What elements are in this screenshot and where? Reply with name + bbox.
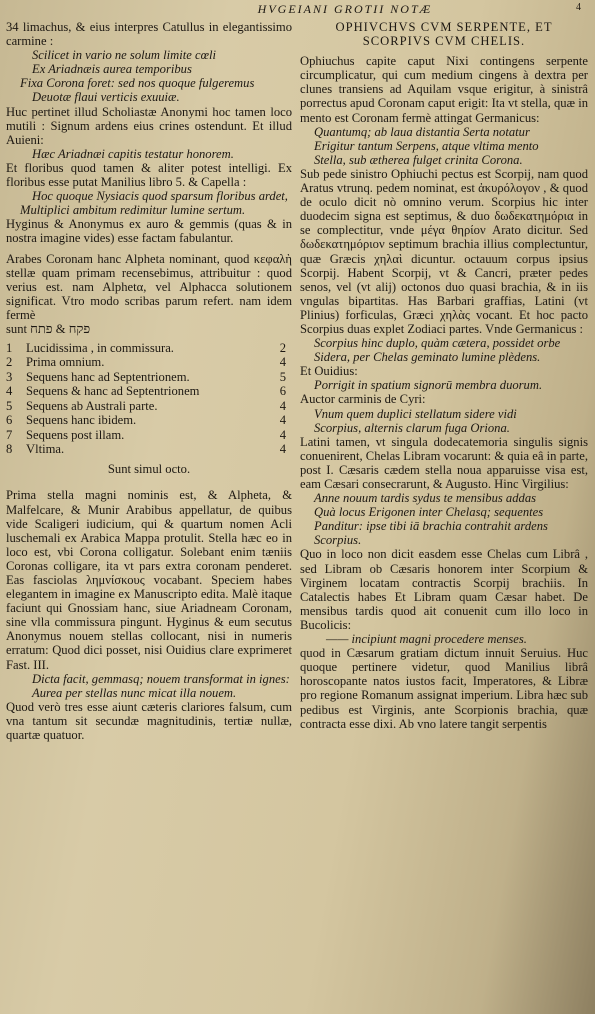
page-number: 34 bbox=[6, 20, 19, 34]
left-column bbox=[6, 20, 292, 1010]
star-number: 1 bbox=[6, 341, 13, 356]
star-row bbox=[6, 370, 292, 384]
star-row bbox=[6, 399, 292, 413]
star-row bbox=[6, 384, 292, 398]
right-paragraph: Sub pede sinistro Ophiuchi pectus est Scorpij, nam quod Aratus vtrunq. pedem nominat, est ἀκυρόλογον , & quod de oculo dicit nò omnino verum. Scorpius hic inter duodecim signa est septimus, & duo δωδεκατημόρια in se complectitur, vnde μέγα θηρίον Arato dicitur. Sed δωδεκατημόριον septimum brachia illius complectuntur, quæ Græcis χηλαὶ dicuntur. octauum corpus ipsius Scorpij. Habent Scorpij, vt & Cancri, præter pedes senos, vel (vt alij) octonos duo quasi brachia, & in iis vngulas bipartitas. Has Barbari graffias, Latini (vt Plinius) forficulas, Græci χηλὰς vocant. Et hoc pacto Scorpius duas explet Zodiaci partes. Vnde Germanicus : bbox=[300, 166, 588, 336]
star-magnitude: 4 bbox=[279, 413, 286, 428]
left-paragraph: Hyginus & Anonymus ex auro & gemmis (quas & in nostra imagine vides) esse factam fabulantur. bbox=[6, 217, 292, 246]
star-total: Sunt simul octo. bbox=[107, 462, 191, 477]
star-table bbox=[6, 341, 292, 456]
star-magnitude: 4 bbox=[279, 427, 286, 442]
verse-line: Hæc Ariadnæi capitis testatur honorem. bbox=[32, 146, 234, 161]
star-description: Prima omnium. bbox=[26, 355, 105, 370]
verse-line: Porrigit in spatium signorū membra duorum. bbox=[314, 378, 543, 393]
verse-line: Multiplici ambitum redimitur lumine sertum. bbox=[20, 203, 246, 218]
verse-line: Vnum quem duplici stellatum sidere vidi bbox=[314, 406, 517, 421]
star-number: 7 bbox=[6, 427, 13, 442]
star-magnitude: 5 bbox=[279, 369, 286, 384]
verse-line: Scorpius. bbox=[314, 533, 362, 548]
star-row bbox=[6, 355, 292, 369]
star-row bbox=[6, 341, 292, 355]
verse-line: Quantumq; ab laua distantia Serta notatur bbox=[314, 124, 530, 139]
star-number: 2 bbox=[6, 355, 13, 370]
verse-line: Deuotæ flaui verticis exuuiæ. bbox=[32, 90, 180, 105]
right-paragraph: Quo in loco non dicit easdem esse Chelas cum Librâ , sed Libram ob Cæsaris honorem inter Scorpium & Virginem locatam contractis Scorpij brachiis. In Catalectis habes Et Libram quam Cæsar habet. De mensibus tardis quod ait conuenit cum illo loco in Bucolicis: bbox=[300, 547, 588, 632]
star-number: 8 bbox=[6, 441, 13, 456]
right-paragraph: Latini tamen, vt singula dodecatemoria singulis signis conuenirent, Chelas Libram vocarunt: & quia eâ in parte, post I. Cæsaris cædem stella noua apparuisse visa est, eam Cæsari consecrarunt, & Augusto. Hinc Virgilius: bbox=[300, 434, 588, 491]
star-description: Sequens hanc ibidem. bbox=[26, 413, 137, 428]
star-description: Sequens & hanc ad Septentrionem bbox=[26, 384, 200, 399]
right-paragraph: quod in Cæsarum gratiam dictum innuit Seruius. Huc quoque pertinere videtur, quod Manilius librâ horoscopante natos iustos facit, Imperatores, & Libræ pro regione Romanum assignat imperium. Libra hæc sub pedibus est Virginis, ante Scorpionis brachia, quæ contracta esse dixi. Ab vno latere tangit serpentis bbox=[300, 646, 588, 731]
verse-line: Anne nouum tardis sydus te mensibus addas bbox=[314, 491, 537, 506]
right-column bbox=[300, 20, 588, 1010]
right-paragraph: Ophiuchus capite caput Nixi contingens serpente circumplicatur, qui cum medium cingens à dextra per clunes transiens ad Aquilam vsque erigitur, à sinistrâ porrectus apud Coronam caput erigit: Ita vt stella, quæ in mento est Coronam fermè attingat Germanicus: bbox=[300, 54, 588, 125]
hebrew-line: sunt פקח & פתח bbox=[6, 321, 91, 337]
verse-line: Fixa Corona foret: sed nos quoque fulgeremus bbox=[20, 76, 255, 91]
verse-line: Scilicet in vario ne solum limite cœli bbox=[32, 48, 216, 63]
verse-line: —— incipiunt magni procedere menses. bbox=[326, 632, 527, 647]
star-magnitude: 2 bbox=[279, 341, 286, 356]
star-description: Lucidissima , in commissura. bbox=[26, 341, 174, 356]
star-description: Vltima. bbox=[26, 441, 65, 456]
star-row bbox=[6, 442, 292, 456]
corner-mark: 4 bbox=[576, 2, 581, 13]
right-paragraph: Auctor carminis de Cyri: bbox=[300, 392, 426, 407]
star-number: 4 bbox=[6, 384, 13, 399]
verse-line: Hoc quoque Nysiacis quod sparsum floribus ardet, bbox=[32, 189, 288, 204]
verse-line: Ex Ariadnæis aurea temporibus bbox=[32, 62, 192, 77]
left-paragraph: Prima stella magni nominis est, & Alpheta, & Malfelcare, & Munir Arabibus appellatur, de quibus vide Scaligeri iudicium, qui & quartum nomen Acli luschemali ex Arabica Mappa protulit. Stella hæc eo in loco est, vbi Corona colligatur. Solebant enim tæniis Coronas colligare, ita vt pars extra coronam penderet. Eas fasciolas λημνίσκους vocabant. Speciem habes elegantem in imagine ex Manuscripto edita. Malè itaque faciunt qui Gnossiam hanc, siue Ariadneam Coronam, sine vlla commissura pingunt. Hyginus & eum secutus Anonymus nouem stellas collocant, nisi in numeris erratum: Quod dici posset, nisi Ouidius clare exprimeret Fast. III. bbox=[6, 488, 292, 672]
left-paragraph: Arabes Coronam hanc Alpheta nominant, quod κεφαλὴ stellæ quam primam recensebimus, attribuitur : quod verius est. nam Alphetα, vel Alphacca solutionem significat. Vtro modo scribas parum refert. nam idem fermè bbox=[6, 251, 292, 322]
verse-line: Dicta facit, gemmasq; nouem transformat in ignes: bbox=[32, 671, 290, 686]
star-number: 6 bbox=[6, 413, 13, 428]
star-row bbox=[6, 413, 292, 427]
star-number: 5 bbox=[6, 398, 13, 413]
left-paragraph: Huc pertinet illud Scholiastæ Anonymi hoc tamen loco mutili : Signum ardens eius crines ostendunt. Et illud Auieni: bbox=[6, 104, 292, 147]
star-description: Sequens post illam. bbox=[26, 427, 125, 442]
right-paragraph: Et Ouidius: bbox=[300, 364, 358, 379]
verse-line: Panditur: ipse tibi iā brachia contrahit ardens bbox=[314, 519, 548, 534]
hebrew-word: פתח bbox=[30, 321, 53, 337]
hebrew-word: פקח bbox=[68, 321, 91, 337]
verse-line: Sidera, per Chelas geminato lumine plèdens. bbox=[314, 350, 541, 365]
star-magnitude: 4 bbox=[279, 441, 286, 456]
star-magnitude: 4 bbox=[279, 398, 286, 413]
left-paragraph: Et floribus quod tamen & aliter potest intelligi. Ex floribus esse putat Manilius libro 5. & Capella : bbox=[6, 160, 292, 190]
star-magnitude: 4 bbox=[279, 355, 286, 370]
left-paragraph: 34 limachus, & eius interpres Catullus in elegantissimo carmine : bbox=[6, 20, 292, 49]
star-number: 3 bbox=[6, 369, 13, 384]
verse-line: Scorpius hinc duplo, quàm cætera, possidet orbe bbox=[314, 336, 561, 351]
star-magnitude: 6 bbox=[279, 384, 286, 399]
section-title: OPHIVCHVS CVM SERPENTE, ET bbox=[335, 20, 553, 34]
running-head: HVGEIANI GROTII NOTÆ bbox=[257, 2, 433, 16]
verse-line: Quà locus Erigonen inter Chelasq; sequentes bbox=[314, 505, 544, 520]
section-title: SCORPIVS CVM CHELIS. bbox=[362, 34, 526, 49]
verse-line: Erigitur tantum Serpens, atque vltima mento bbox=[314, 138, 539, 153]
star-description: Sequens hanc ad Septentrionem. bbox=[26, 369, 190, 384]
verse-line: Scorpius, alternis clarum fuga Oriona. bbox=[314, 420, 510, 435]
star-description: Sequens ab Australi parte. bbox=[26, 398, 158, 413]
left-paragraph: Quod verò tres esse aiunt cæteris clariores falsum, cum vna tantum sit secundæ magnitudinis, tertiæ nullæ, quartæ quatuor. bbox=[6, 699, 292, 742]
verse-line: Stella, sub ætherea fulget crinita Corona. bbox=[314, 152, 523, 167]
star-row bbox=[6, 428, 292, 442]
verse-line: Aurea per stellas nunc micat illa nouem. bbox=[32, 685, 237, 700]
